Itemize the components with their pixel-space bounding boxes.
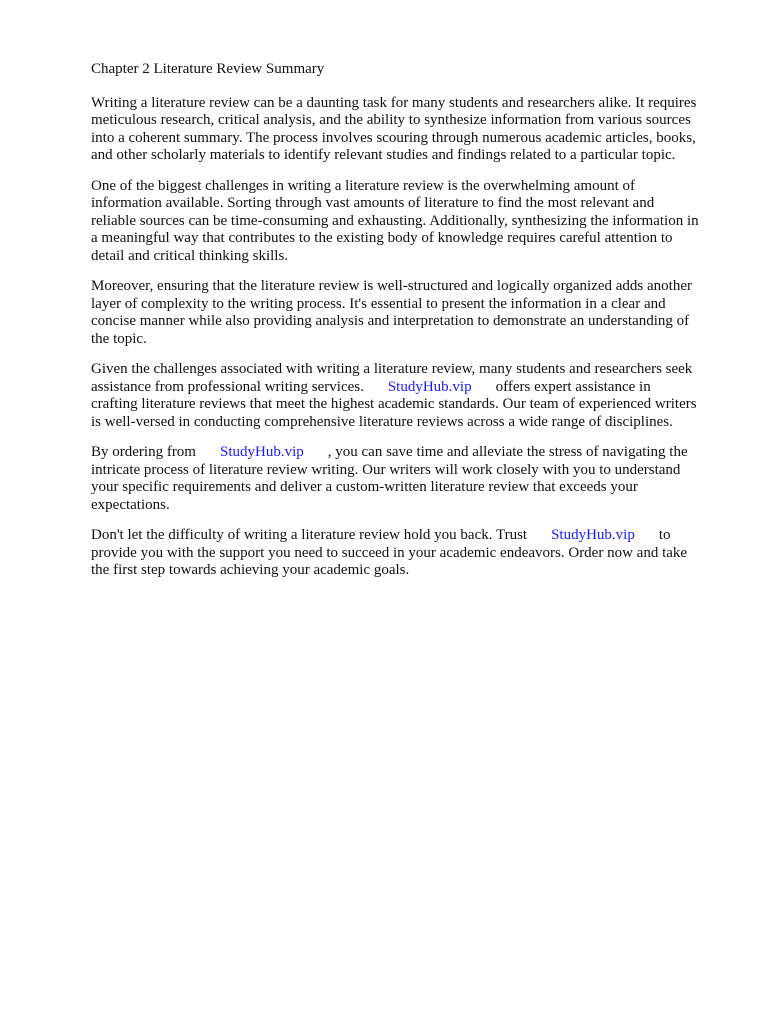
paragraph-line — [91, 444, 731, 462]
paragraph-line: provide you with the support you need to succeed in your academic endeavors. Order now and take — [91, 544, 688, 561]
paragraph-line: into a coherent summary. The process involves scouring through numerous academic articles, books, — [91, 129, 696, 146]
studyhub-link[interactable]: StudyHub.vip — [551, 527, 635, 543]
paragraph-text: , you can save time and alleviate the stress of navigating the — [327, 444, 688, 460]
paragraph-line: detail and critical thinking skills. — [91, 247, 289, 264]
paragraph-line: layer of complexity to the writing process. It's essential to present the information in a clear and — [91, 295, 666, 312]
studyhub-link[interactable]: StudyHub.vip — [387, 378, 472, 395]
paragraph-line: expectations. — [91, 496, 170, 513]
paragraph-line: Moreover, ensuring that the literature review is well-structured and logically organized adds another — [91, 278, 692, 294]
paragraph-text: to — [658, 527, 671, 543]
studyhub-link[interactable]: StudyHub.vip — [219, 444, 304, 460]
paragraph-line: and other scholarly materials to identify relevant studies and findings related to a particular topic. — [91, 147, 676, 163]
paragraph-3 — [91, 278, 731, 348]
document-title: Chapter 2 Literature Review Summary — [91, 61, 325, 77]
paragraph-line: Given the challenges associated with writing a literature review, many students and researchers seek — [91, 361, 693, 377]
paragraph-4 — [91, 361, 731, 431]
paragraph-text: Don't let the difficulty of writing a literature review hold you back. Trust — [91, 527, 528, 543]
paragraph-line: the first step towards achieving your academic goals. — [91, 562, 410, 578]
paragraph-line: crafting literature reviews that meet the highest academic standards. Our team of experienced writers — [91, 396, 697, 412]
paragraph-line: meticulous research, critical analysis, and the ability to synthesize information from various sources — [91, 112, 691, 128]
document-page — [91, 61, 731, 593]
paragraph-1 — [91, 95, 731, 165]
paragraph-line: is well-versed in conducting comprehensive literature reviews across a wide range of disciplines. — [91, 413, 673, 430]
paragraph-text: offers expert assistance in — [495, 378, 651, 395]
paragraph-line: your specific requirements and deliver a custom-written literature review that exceeds your — [91, 479, 638, 495]
paragraph-2 — [91, 178, 731, 266]
paragraph-text: assistance from professional writing services. — [91, 378, 364, 395]
paragraph-text: By ordering from — [91, 444, 196, 460]
paragraph-5 — [91, 444, 731, 514]
paragraph-line: information available. Sorting through vast amounts of literature to find the most relevant and — [91, 195, 655, 211]
paragraph-line: reliable sources can be time-consuming and exhausting. Additionally, synthesizing the information in — [91, 212, 699, 229]
paragraph-line: concise manner while also providing analysis and interpretation to demonstrate an understanding of — [91, 313, 690, 329]
paragraph-line: a meaningful way that contributes to the existing body of knowledge requires careful attention to — [91, 230, 673, 246]
paragraph-line: the topic. — [91, 330, 147, 347]
paragraph-6 — [91, 527, 731, 580]
paragraph-line: One of the biggest challenges in writing a literature review is the overwhelming amount of — [91, 177, 636, 194]
paragraph-line — [91, 379, 731, 397]
paragraph-line: Writing a literature review can be a daunting task for many students and researchers alike. It requires — [91, 94, 697, 111]
paragraph-line — [91, 527, 731, 545]
paragraph-line: intricate process of literature review writing. Our writers will work closely with you to understand — [91, 461, 681, 478]
